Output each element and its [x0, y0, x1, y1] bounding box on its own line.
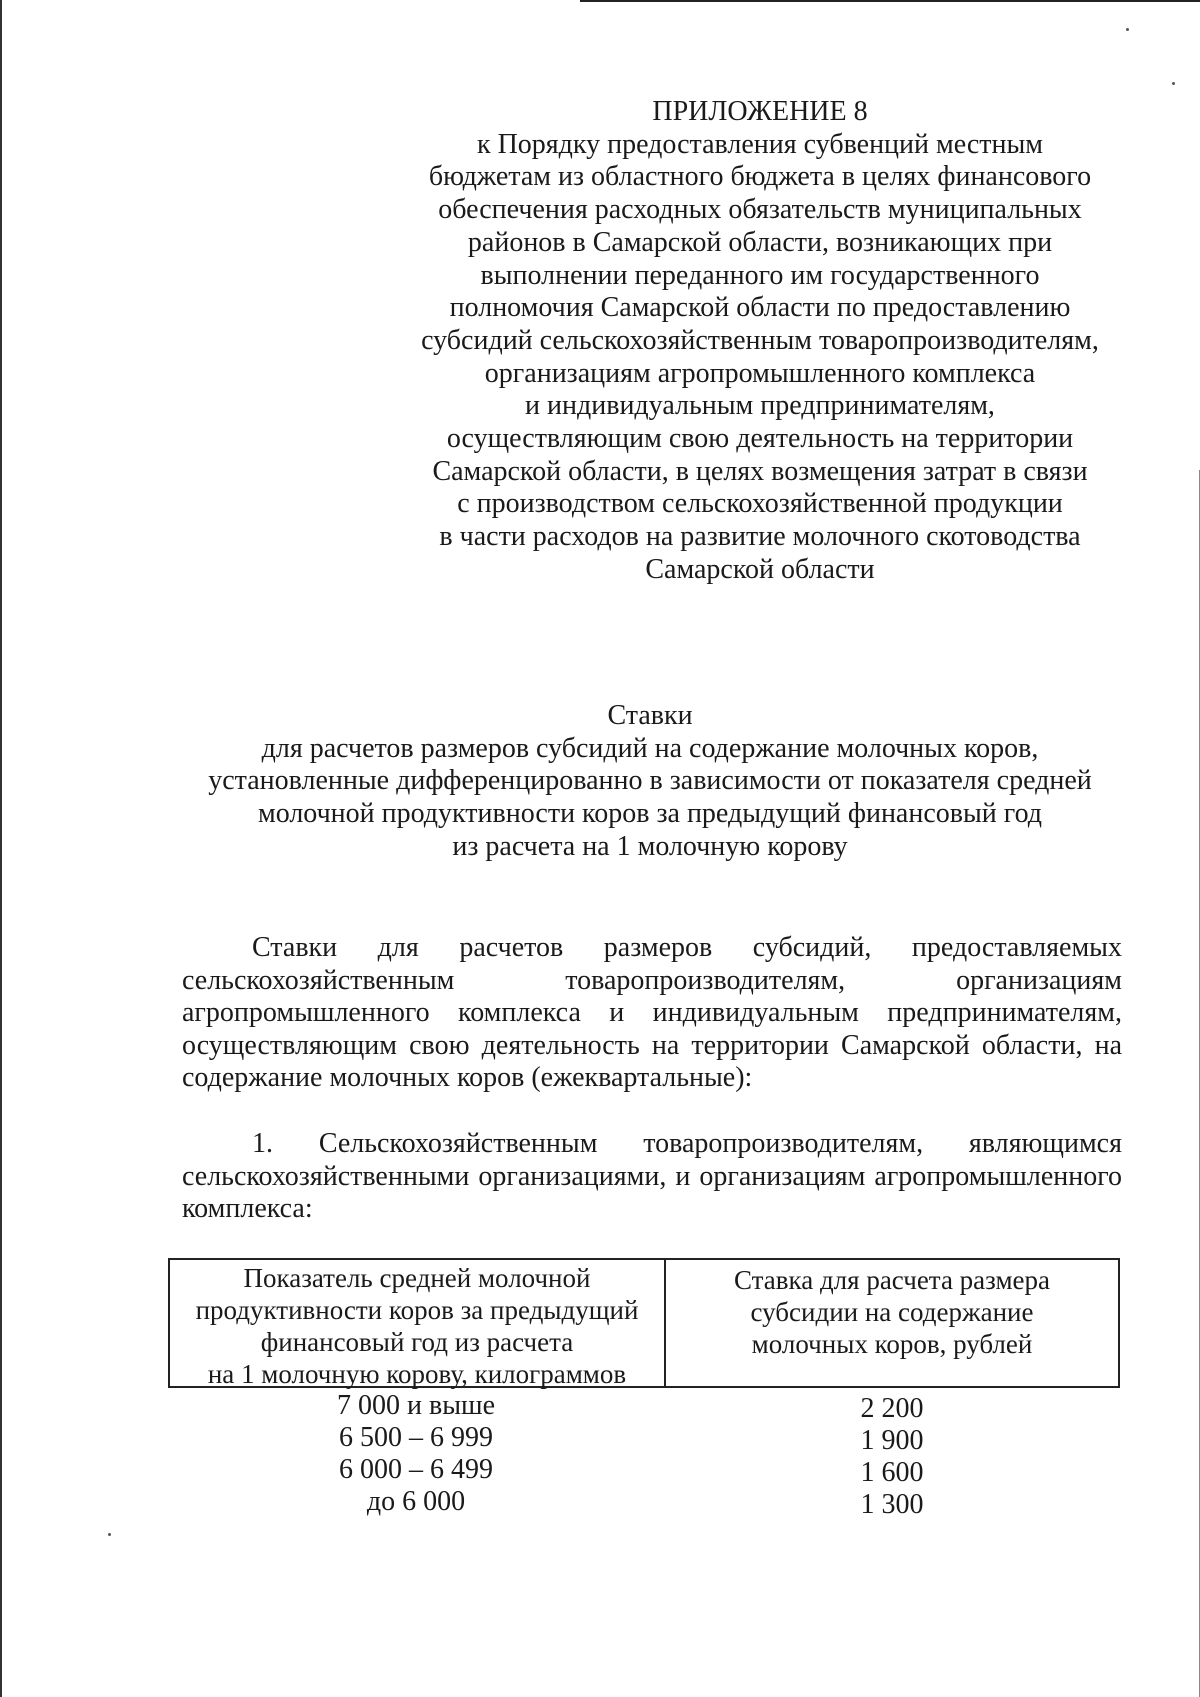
table-row	[168, 1422, 1120, 1454]
scan-speck	[108, 1533, 111, 1536]
table-row	[168, 1486, 1120, 1518]
header-line: Показатель средней молочной	[243, 1263, 591, 1293]
appendix-line: в части расходов на развитие молочного скотоводства	[439, 521, 1081, 553]
heading-line: для расчетов размеров субсидий на содержание молочных коров,	[261, 732, 1039, 764]
header-line: продуктивности коров за предыдущий	[195, 1295, 639, 1325]
appendix-block	[400, 96, 1120, 587]
header-line: субсидии на содержание	[750, 1297, 1034, 1327]
productivity-cell: 6 000 – 6 499	[339, 1454, 493, 1485]
header-line: Ставка для расчета размера	[733, 1265, 1050, 1295]
heading-line: из расчета на 1 молочную корову	[452, 830, 848, 862]
rate-cell: 2 200	[860, 1393, 924, 1424]
table-row	[168, 1454, 1120, 1486]
scan-edge-left	[0, 0, 2, 1697]
appendix-line: выполнении переданного им государственного	[480, 259, 1040, 291]
scan-speck	[1172, 82, 1175, 85]
table-row	[168, 1390, 1120, 1422]
heading-title: Ставки	[607, 700, 693, 731]
productivity-cell: 6 500 – 6 999	[339, 1422, 493, 1453]
productivity-cell: 7 000 и выше	[336, 1390, 495, 1421]
header-line: молочных коров, рублей	[751, 1329, 1033, 1359]
appendix-line: Самарской области	[645, 553, 875, 585]
header-rate	[666, 1260, 1118, 1386]
rate-cell: 1 600	[860, 1457, 924, 1488]
rates-table-body	[168, 1390, 1120, 1518]
appendix-line: бюджетам из областного бюджета в целях финансового	[428, 161, 1092, 193]
appendix-title: ПРИЛОЖЕНИЕ 8	[652, 96, 868, 127]
productivity-cell: до 6 000	[366, 1486, 466, 1517]
appendix-line: организациям агропромышленного комплекса	[484, 357, 1036, 389]
header-line: на 1 молочную корову, килограммов	[207, 1359, 627, 1389]
rates-heading	[160, 700, 1140, 864]
appendix-line: Самарской области, в целях возмещения затрат в связи	[432, 455, 1088, 487]
appendix-line: и индивидуальным предпринимателям,	[525, 390, 995, 422]
header-line: финансовый год из расчета	[260, 1327, 574, 1357]
header-productivity	[170, 1260, 666, 1389]
appendix-line: с производством сельскохозяйственной продукции	[457, 488, 1063, 520]
intro-paragraph: Ставки для расчетов размеров субсидий, предоставляемых сельскохозяйственным товаропроизводителям, организациям агропромышленного комплекса и индивидуальным предпринимателям, осуществляющим свою деятельность на территории Самарской области, на содержание молочных коров (ежеквартальные):	[182, 932, 1122, 1093]
scan-edge-top	[580, 0, 1200, 2]
rate-cell: 1 900	[860, 1425, 924, 1456]
heading-line: установленные дифференцированно в зависимости от показателя средней	[208, 765, 1092, 797]
appendix-line: субсидий сельскохозяйственным товаропроизводителям,	[421, 324, 1099, 356]
scan-speck	[1126, 28, 1129, 31]
rate-cell: 1 300	[860, 1489, 924, 1520]
rates-table-header	[168, 1258, 1120, 1388]
appendix-line: полномочия Самарской области по предоставлению	[449, 292, 1071, 324]
appendix-line: районов в Самарской области, возникающих при	[467, 226, 1053, 258]
item1-paragraph: 1. Сельскохозяйственным товаропроизводителям, являющимся сельскохозяйственными организациями, и организациям агропромышленного комплекса:	[182, 1128, 1122, 1224]
appendix-line: к Порядку предоставления субвенций местным	[476, 128, 1044, 160]
appendix-line: обеспечения расходных обязательств муниципальных	[438, 194, 1082, 226]
heading-line: молочной продуктивности коров за предыдущий финансовый год	[257, 798, 1043, 830]
appendix-line: осуществляющим свою деятельность на территории	[446, 423, 1074, 455]
